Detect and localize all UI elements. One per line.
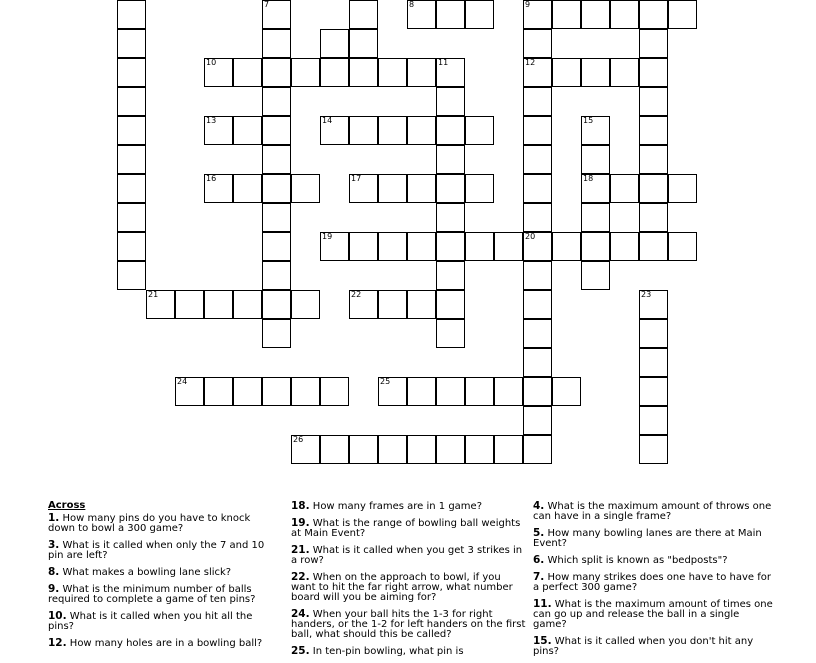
grid-cell[interactable] xyxy=(349,174,378,203)
clue-number-label: 25 xyxy=(380,377,391,386)
clue-item xyxy=(291,646,526,657)
clue-text: How many frames are in 1 game? xyxy=(312,501,483,512)
clue-number: 8. xyxy=(48,566,60,578)
grid-cell[interactable] xyxy=(320,58,349,87)
grid-cell[interactable] xyxy=(639,203,668,232)
grid-cell[interactable] xyxy=(552,58,581,87)
clue-number-label: 18 xyxy=(583,174,594,183)
clue-number-label: 23 xyxy=(641,290,652,299)
grid-cell[interactable] xyxy=(610,232,639,261)
grid-cell[interactable] xyxy=(552,232,581,261)
grid-cell[interactable] xyxy=(465,0,494,29)
grid-cell[interactable] xyxy=(378,58,407,87)
grid-cell[interactable] xyxy=(262,29,291,58)
grid-cell[interactable] xyxy=(581,116,610,145)
clue-number-label: 9 xyxy=(525,0,531,9)
clue-item xyxy=(533,555,773,566)
grid-cell[interactable] xyxy=(262,58,291,87)
clue-item xyxy=(533,636,773,657)
grid-cell[interactable] xyxy=(349,0,378,29)
grid-cell[interactable] xyxy=(262,87,291,116)
grid-cell[interactable] xyxy=(465,116,494,145)
clue-text: What is it called when you hit all the pins? xyxy=(48,611,253,632)
grid-cell[interactable] xyxy=(523,0,552,29)
grid-cell[interactable] xyxy=(262,232,291,261)
clue-number: 5. xyxy=(533,527,545,539)
grid-cell[interactable] xyxy=(436,58,465,87)
grid-cell[interactable] xyxy=(262,116,291,145)
grid-cell[interactable] xyxy=(117,261,146,290)
grid-cell[interactable] xyxy=(378,377,407,406)
grid-cell[interactable] xyxy=(523,406,552,435)
clue-item xyxy=(48,638,280,649)
grid-cell[interactable] xyxy=(349,116,378,145)
clue-number-label: 12 xyxy=(525,58,536,67)
grid-cell[interactable] xyxy=(523,145,552,174)
clue-number: 18. xyxy=(291,500,310,512)
grid-cell[interactable] xyxy=(204,377,233,406)
clue-text: How many strikes does one have to have for a perfect 300 game? xyxy=(533,572,771,593)
clue-text: What is the maximum amount of times one can go up and release the ball in a single game? xyxy=(533,599,773,630)
grid-cell[interactable] xyxy=(117,203,146,232)
grid-cell[interactable] xyxy=(639,406,668,435)
grid-cell[interactable] xyxy=(639,145,668,174)
grid-cell[interactable] xyxy=(117,116,146,145)
grid-cell[interactable] xyxy=(117,232,146,261)
grid-cell[interactable] xyxy=(639,174,668,203)
clue-text: In ten-pin bowling, what pin is xyxy=(312,646,464,657)
grid-cell[interactable] xyxy=(523,261,552,290)
grid-cell[interactable] xyxy=(436,203,465,232)
grid-cell[interactable] xyxy=(523,58,552,87)
clue-number-label: 13 xyxy=(206,116,217,125)
grid-cell[interactable] xyxy=(552,0,581,29)
clue-number-label: 20 xyxy=(525,232,536,241)
across-heading: Across xyxy=(48,500,86,511)
clue-text: What is the minimum number of balls required to complete a game of ten pins? xyxy=(48,584,256,605)
grid-cell[interactable] xyxy=(523,435,552,464)
grid-cell[interactable] xyxy=(320,435,349,464)
grid-cell[interactable] xyxy=(320,29,349,58)
grid-cell[interactable] xyxy=(436,87,465,116)
grid-cell[interactable] xyxy=(262,0,291,29)
clue-text: What is it called when only the 7 and 10 pin are left? xyxy=(48,540,265,561)
grid-cell[interactable] xyxy=(639,290,668,319)
clue-number-label: 15 xyxy=(583,116,594,125)
grid-cell[interactable] xyxy=(204,290,233,319)
clue-text: What is it called when you get 3 strikes in a row? xyxy=(291,545,523,566)
clue-number-label: 17 xyxy=(351,174,362,183)
grid-cell[interactable] xyxy=(581,203,610,232)
grid-cell[interactable] xyxy=(262,174,291,203)
clue-item xyxy=(48,513,280,534)
clue-item xyxy=(48,584,280,605)
grid-cell[interactable] xyxy=(233,377,262,406)
grid-cell[interactable] xyxy=(436,145,465,174)
clue-text: Which split is known as "bedposts"? xyxy=(547,555,728,566)
grid-cell[interactable] xyxy=(378,290,407,319)
clue-number: 7. xyxy=(533,571,545,583)
grid-cell[interactable] xyxy=(407,174,436,203)
grid-cell[interactable] xyxy=(523,116,552,145)
clue-number: 19. xyxy=(291,517,310,529)
clue-number-label: 8 xyxy=(409,0,415,9)
grid-cell[interactable] xyxy=(349,29,378,58)
grid-cell[interactable] xyxy=(436,116,465,145)
grid-cell[interactable] xyxy=(407,377,436,406)
clue-number: 21. xyxy=(291,544,310,556)
clue-number: 3. xyxy=(48,539,60,551)
grid-cell[interactable] xyxy=(349,435,378,464)
grid-cell[interactable] xyxy=(581,0,610,29)
grid-cell[interactable] xyxy=(610,0,639,29)
clue-item xyxy=(291,609,526,640)
clue-text: What is the maximum amount of throws one can have in a single frame? xyxy=(533,501,772,522)
clue-number: 1. xyxy=(48,512,60,524)
grid-cell[interactable] xyxy=(639,377,668,406)
grid-cell[interactable] xyxy=(117,87,146,116)
grid-cell[interactable] xyxy=(262,290,291,319)
grid-cell[interactable] xyxy=(465,377,494,406)
grid-cell[interactable] xyxy=(465,174,494,203)
grid-cell[interactable] xyxy=(407,0,436,29)
grid-cell[interactable] xyxy=(349,58,378,87)
clue-text: When on the approach to bowl, if you want to hit the far right arrow, what number board will you be aiming for? xyxy=(291,572,513,603)
grid-cell[interactable] xyxy=(639,435,668,464)
grid-cell[interactable] xyxy=(175,290,204,319)
grid-cell[interactable] xyxy=(117,0,146,29)
grid-cell[interactable] xyxy=(639,0,668,29)
clue-number: 9. xyxy=(48,583,60,595)
grid-cell[interactable] xyxy=(552,377,581,406)
grid-cell[interactable] xyxy=(436,290,465,319)
grid-cell[interactable] xyxy=(436,319,465,348)
grid-cell[interactable] xyxy=(523,29,552,58)
grid-cell[interactable] xyxy=(639,29,668,58)
clue-item xyxy=(291,572,526,603)
clue-number: 24. xyxy=(291,608,310,620)
grid-cell[interactable] xyxy=(378,435,407,464)
grid-cell[interactable] xyxy=(436,377,465,406)
grid-cell[interactable] xyxy=(291,377,320,406)
grid-cell[interactable] xyxy=(262,377,291,406)
clue-text: How many bowling lanes are there at Main Event? xyxy=(533,528,762,549)
clue-column-2 xyxy=(291,501,526,663)
grid-cell[interactable] xyxy=(349,232,378,261)
grid-cell[interactable] xyxy=(581,174,610,203)
clue-number: 10. xyxy=(48,610,67,622)
grid-cell[interactable] xyxy=(523,203,552,232)
clue-text: What makes a bowling lane slick? xyxy=(62,567,232,578)
grid-cell[interactable] xyxy=(233,174,262,203)
clue-item xyxy=(48,540,280,561)
grid-cell[interactable] xyxy=(523,174,552,203)
grid-cell[interactable] xyxy=(407,435,436,464)
clue-number-label: 7 xyxy=(264,0,270,9)
clue-item xyxy=(48,611,280,632)
grid-cell[interactable] xyxy=(117,145,146,174)
clue-item xyxy=(533,599,773,630)
grid-cell[interactable] xyxy=(436,261,465,290)
grid-cell[interactable] xyxy=(407,232,436,261)
grid-cell[interactable] xyxy=(581,145,610,174)
grid-cell[interactable] xyxy=(465,232,494,261)
grid-cell[interactable] xyxy=(407,58,436,87)
grid-cell[interactable] xyxy=(639,58,668,87)
clue-item xyxy=(291,545,526,566)
grid-cell[interactable] xyxy=(291,290,320,319)
grid-cell[interactable] xyxy=(668,174,697,203)
grid-cell[interactable] xyxy=(639,348,668,377)
grid-cell[interactable] xyxy=(378,116,407,145)
grid-cell[interactable] xyxy=(436,232,465,261)
grid-cell[interactable] xyxy=(436,435,465,464)
clue-text: How many holes are in a bowling ball? xyxy=(69,638,263,649)
grid-cell[interactable] xyxy=(291,435,320,464)
grid-cell[interactable] xyxy=(494,377,523,406)
grid-cell[interactable] xyxy=(262,261,291,290)
clue-item xyxy=(291,518,526,539)
grid-cell[interactable] xyxy=(204,174,233,203)
grid-cell[interactable] xyxy=(494,232,523,261)
grid-cell[interactable] xyxy=(146,290,175,319)
grid-cell[interactable] xyxy=(639,116,668,145)
grid-cell[interactable] xyxy=(233,116,262,145)
clue-item xyxy=(48,567,280,578)
clue-text: What is the range of bowling ball weights at Main Event? xyxy=(291,518,521,539)
clue-number-label: 16 xyxy=(206,174,217,183)
clue-number-label: 26 xyxy=(293,435,304,444)
grid-cell[interactable] xyxy=(581,232,610,261)
grid-cell[interactable] xyxy=(175,377,204,406)
grid-cell[interactable] xyxy=(378,232,407,261)
grid-cell[interactable] xyxy=(465,435,494,464)
grid-cell[interactable] xyxy=(291,58,320,87)
grid-cell[interactable] xyxy=(668,0,697,29)
grid-cell[interactable] xyxy=(233,58,262,87)
clue-number-label: 24 xyxy=(177,377,188,386)
clue-number-label: 19 xyxy=(322,232,333,241)
clue-number: 6. xyxy=(533,554,545,566)
grid-cell[interactable] xyxy=(581,58,610,87)
clue-number: 25. xyxy=(291,645,310,657)
grid-cell[interactable] xyxy=(291,174,320,203)
clue-column-1 xyxy=(48,501,280,655)
grid-cell[interactable] xyxy=(639,87,668,116)
grid-cell[interactable] xyxy=(262,319,291,348)
grid-cell[interactable] xyxy=(320,377,349,406)
grid-cell[interactable] xyxy=(610,58,639,87)
clue-item xyxy=(533,528,773,549)
clue-number: 4. xyxy=(533,500,545,512)
clue-number-label: 11 xyxy=(438,58,449,67)
grid-cell[interactable] xyxy=(639,319,668,348)
grid-cell[interactable] xyxy=(523,377,552,406)
grid-cell[interactable] xyxy=(523,87,552,116)
grid-cell[interactable] xyxy=(581,261,610,290)
grid-cell[interactable] xyxy=(523,348,552,377)
clue-text: When your ball hits the 1-3 for right handers, or the 1-2 for left handers on the first ball, what should this be called? xyxy=(291,609,526,640)
clue-number: 12. xyxy=(48,637,67,649)
clue-item xyxy=(291,501,526,512)
grid-cell[interactable] xyxy=(349,290,378,319)
grid-cell[interactable] xyxy=(378,174,407,203)
grid-cell[interactable] xyxy=(407,290,436,319)
grid-cell[interactable] xyxy=(523,319,552,348)
clue-item xyxy=(533,501,773,522)
clue-number-label: 21 xyxy=(148,290,159,299)
grid-cell[interactable] xyxy=(610,174,639,203)
grid-cell[interactable] xyxy=(233,290,262,319)
clue-number: 15. xyxy=(533,635,552,647)
grid-cell[interactable] xyxy=(262,145,291,174)
clue-number-label: 10 xyxy=(206,58,217,67)
grid-cell[interactable] xyxy=(117,174,146,203)
clue-number-label: 14 xyxy=(322,116,333,125)
clue-number: 22. xyxy=(291,571,310,583)
clue-number-label: 22 xyxy=(351,290,362,299)
grid-cell[interactable] xyxy=(523,290,552,319)
clue-text: What is it called when you don't hit any pins? xyxy=(533,636,754,657)
clue-text: How many pins do you have to knock down to bowl a 300 game? xyxy=(48,513,251,534)
grid-cell[interactable] xyxy=(117,29,146,58)
grid-cell[interactable] xyxy=(639,232,668,261)
grid-cell[interactable] xyxy=(436,174,465,203)
grid-cell[interactable] xyxy=(262,203,291,232)
clue-item xyxy=(533,572,773,593)
clue-number: 11. xyxy=(533,598,552,610)
grid-cell[interactable] xyxy=(494,435,523,464)
grid-cell[interactable] xyxy=(204,116,233,145)
grid-cell[interactable] xyxy=(668,232,697,261)
grid-cell[interactable] xyxy=(320,116,349,145)
grid-cell[interactable] xyxy=(117,58,146,87)
grid-cell[interactable] xyxy=(436,0,465,29)
grid-cell[interactable] xyxy=(320,232,349,261)
grid-cell[interactable] xyxy=(204,58,233,87)
grid-cell[interactable] xyxy=(523,232,552,261)
clue-column-3 xyxy=(533,501,773,663)
grid-cell[interactable] xyxy=(407,116,436,145)
